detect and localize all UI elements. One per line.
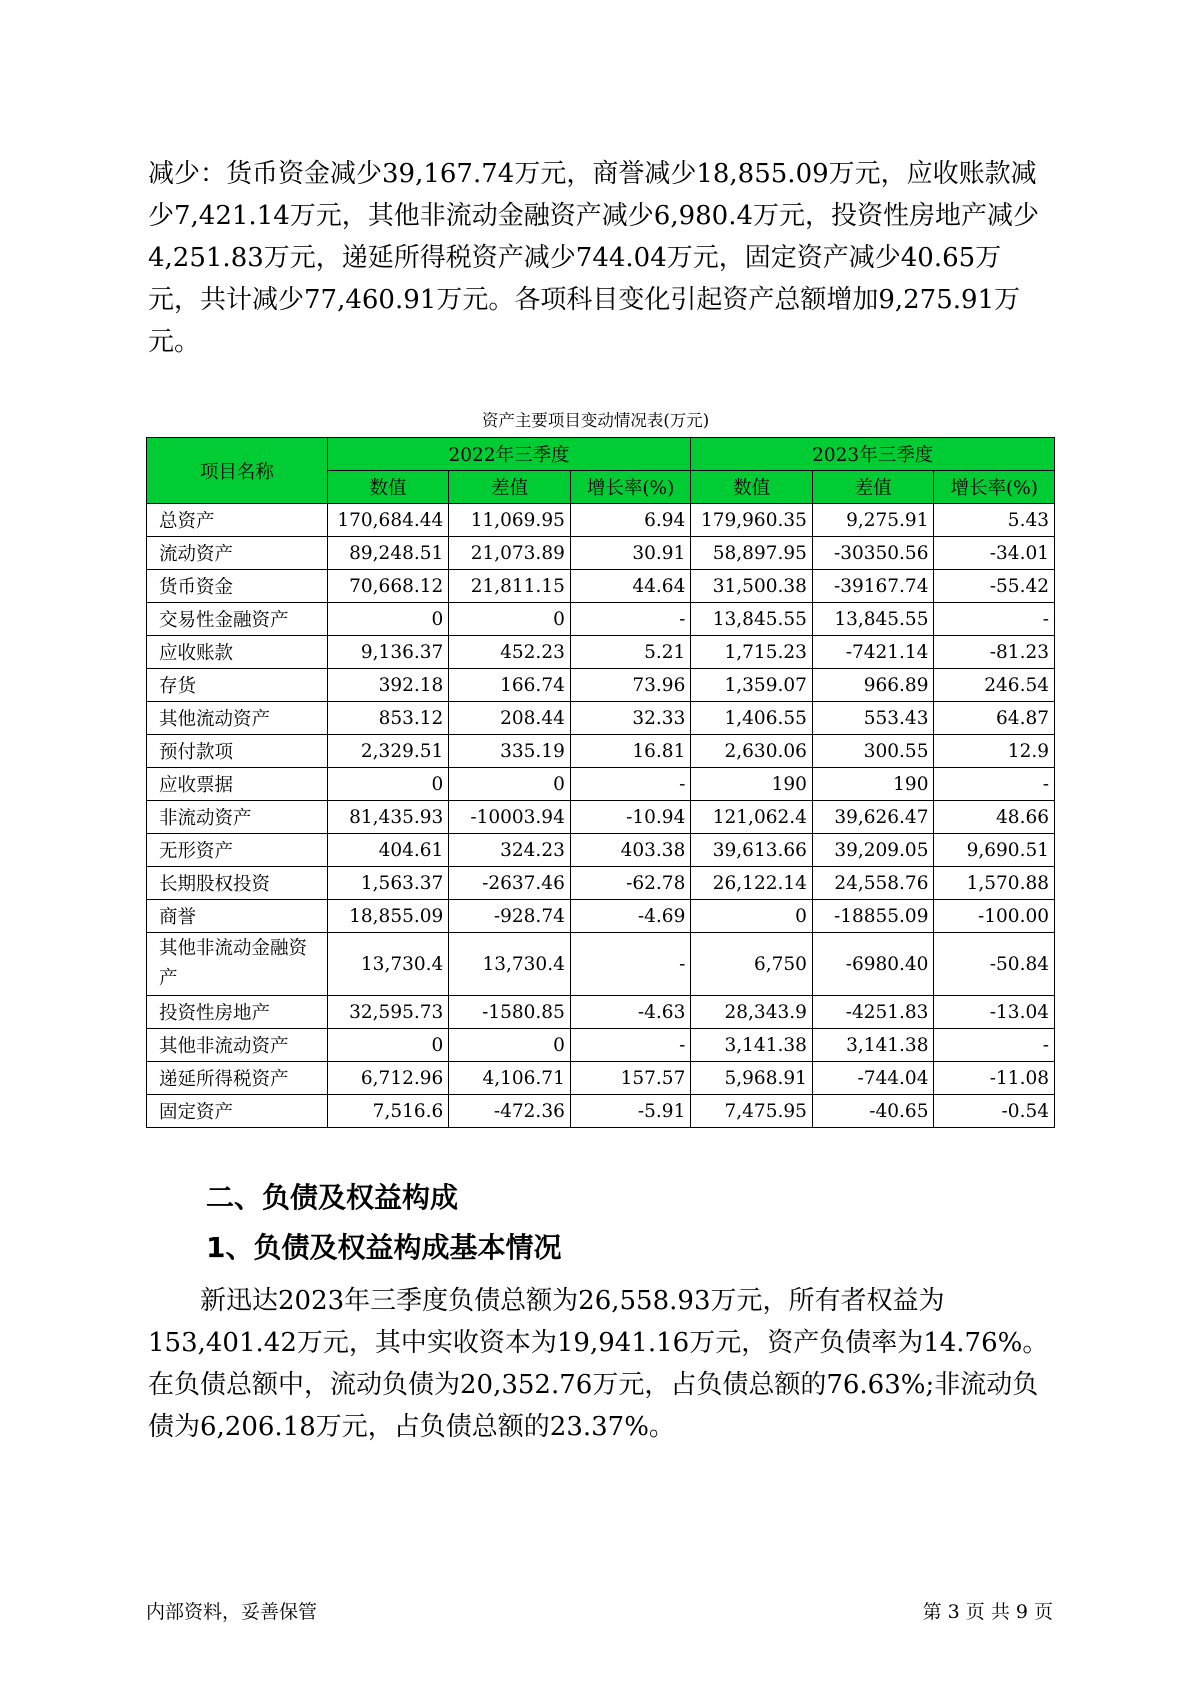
table-cell: 3,141.38 (691, 1029, 813, 1062)
row-item-name: 流动资产 (147, 537, 328, 570)
table-cell: -4251.83 (812, 996, 934, 1029)
table-cell: 3,141.38 (812, 1029, 934, 1062)
table-cell: - (570, 1029, 690, 1062)
table-cell: -10.94 (570, 801, 690, 834)
table-cell: 966.89 (812, 669, 934, 702)
table-cell: 404.61 (327, 834, 449, 867)
table-cell: 0 (327, 1029, 449, 1062)
table-cell: 31,500.38 (691, 570, 813, 603)
row-item-name: 应收账款 (147, 636, 328, 669)
table-cell: -50.84 (934, 933, 1055, 996)
header-value-2022: 数值 (327, 471, 449, 504)
table-cell: 5.43 (934, 504, 1055, 537)
table-cell: -0.54 (934, 1095, 1055, 1128)
table-cell: 1,406.55 (691, 702, 813, 735)
table-cell: -6980.40 (812, 933, 934, 996)
table-cell: 2,329.51 (327, 735, 449, 768)
table-cell: 39,209.05 (812, 834, 934, 867)
table-cell: 81,435.93 (327, 801, 449, 834)
table-cell: - (934, 603, 1055, 636)
table-cell: 9,136.37 (327, 636, 449, 669)
table-cell: -18855.09 (812, 900, 934, 933)
table-cell: -81.23 (934, 636, 1055, 669)
table-cell: 0 (449, 603, 571, 636)
section-heading: 二、负债及权益构成 (206, 1181, 459, 1214)
table-cell: 2,630.06 (691, 735, 813, 768)
table-cell: 0 (449, 768, 571, 801)
table-cell: -55.42 (934, 570, 1055, 603)
table-cell: 392.18 (327, 669, 449, 702)
row-item-name: 固定资产 (147, 1095, 328, 1128)
table-cell: 64.87 (934, 702, 1055, 735)
table-cell: 179,960.35 (691, 504, 813, 537)
table-cell: 16.81 (570, 735, 690, 768)
footer-page-number: 第 3 页 共 9 页 (922, 1601, 1053, 1623)
table-cell: 157.57 (570, 1062, 690, 1095)
table-cell: -4.69 (570, 900, 690, 933)
table-cell: 1,715.23 (691, 636, 813, 669)
table-cell: 5.21 (570, 636, 690, 669)
table-caption: 资产主要项目变动情况表(万元) (481, 411, 710, 430)
table-cell: -11.08 (934, 1062, 1055, 1095)
table-cell: 0 (449, 1029, 571, 1062)
table-cell: 28,343.9 (691, 996, 813, 1029)
row-item-name: 长期股权投资 (147, 867, 328, 900)
table-cell: -928.74 (449, 900, 571, 933)
table-cell: 452.23 (449, 636, 571, 669)
table-cell: -39167.74 (812, 570, 934, 603)
table-cell: 18,855.09 (327, 900, 449, 933)
table-cell: 73.96 (570, 669, 690, 702)
table-cell: -5.91 (570, 1095, 690, 1128)
table-cell: 1,563.37 (327, 867, 449, 900)
table-cell: -744.04 (812, 1062, 934, 1095)
row-item-name: 存货 (147, 669, 328, 702)
table-cell: -7421.14 (812, 636, 934, 669)
header-growth-2022: 增长率(%) (570, 471, 690, 504)
table-row (147, 537, 1055, 570)
table-row (147, 603, 1055, 636)
table-cell: 58,897.95 (691, 537, 813, 570)
table-cell: 403.38 (570, 834, 690, 867)
body-paragraph-liabilities: 新迅达2023年三季度负债总额为26,558.93万元，所有者权益为153,401.42万元，其中实收资本为19,941.16万元，资产负债率为14.76%。在负债总额中，流动负债为20,352.76万元，占负债总额的76.63%;非流动负债为6,206.18万元，占负债总额的23.37%。 (148, 1286, 1049, 1442)
header-item-name: 项目名称 (147, 438, 328, 504)
table-cell: - (934, 768, 1055, 801)
table-cell: 1,570.88 (934, 867, 1055, 900)
asset-change-table (146, 437, 1055, 1128)
table-cell: 166.74 (449, 669, 571, 702)
table-cell: 13,730.4 (327, 933, 449, 996)
table-row (147, 801, 1055, 834)
table-row (147, 900, 1055, 933)
table-cell: 190 (812, 768, 934, 801)
table-cell: 39,626.47 (812, 801, 934, 834)
row-item-name: 货币资金 (147, 570, 328, 603)
table-row (147, 1095, 1055, 1128)
table-row (147, 996, 1055, 1029)
table-cell: 6.94 (570, 504, 690, 537)
row-item-name: 应收票据 (147, 768, 328, 801)
table-cell: 6,712.96 (327, 1062, 449, 1095)
row-item-name: 非流动资产 (147, 801, 328, 834)
table-row (147, 504, 1055, 537)
table-cell: 13,730.4 (449, 933, 571, 996)
table-cell: 13,845.55 (691, 603, 813, 636)
table-cell: 324.23 (449, 834, 571, 867)
table-row (147, 636, 1055, 669)
table-row (147, 669, 1055, 702)
table-cell: 7,475.95 (691, 1095, 813, 1128)
table-cell: 39,613.66 (691, 834, 813, 867)
row-item-name: 递延所得税资产 (147, 1062, 328, 1095)
table-cell: 32.33 (570, 702, 690, 735)
table-cell: 0 (327, 603, 449, 636)
row-item-name: 无形资产 (147, 834, 328, 867)
table-cell: -1580.85 (449, 996, 571, 1029)
row-item-name: 交易性金融资产 (147, 603, 328, 636)
row-item-name: 预付款项 (147, 735, 328, 768)
table-row (147, 735, 1055, 768)
table-cell: -62.78 (570, 867, 690, 900)
table-cell: - (934, 1029, 1055, 1062)
row-item-name: 其他非流动金融资产 (147, 933, 328, 996)
table-cell: 0 (691, 900, 813, 933)
table-cell: 70,668.12 (327, 570, 449, 603)
table-row (147, 570, 1055, 603)
table-cell: -30350.56 (812, 537, 934, 570)
table-cell: 7,516.6 (327, 1095, 449, 1128)
table-cell: -4.63 (570, 996, 690, 1029)
table-cell: 9,275.91 (812, 504, 934, 537)
table-cell: 11,069.95 (449, 504, 571, 537)
table-cell: 4,106.71 (449, 1062, 571, 1095)
table-cell: - (570, 933, 690, 996)
row-item-name: 其他非流动资产 (147, 1029, 328, 1062)
subsection-heading: 1、负债及权益构成基本情况 (206, 1231, 562, 1264)
table-cell: 6,750 (691, 933, 813, 996)
table-row (147, 933, 1055, 996)
table-cell: 5,968.91 (691, 1062, 813, 1095)
header-group-2022q3: 2022年三季度 (327, 438, 691, 471)
table-cell: -13.04 (934, 996, 1055, 1029)
row-item-name: 总资产 (147, 504, 328, 537)
table-cell: 13,845.55 (812, 603, 934, 636)
table-cell: 190 (691, 768, 813, 801)
table-cell: 32,595.73 (327, 996, 449, 1029)
table-cell: -2637.46 (449, 867, 571, 900)
table-row (147, 867, 1055, 900)
table-cell: 1,359.07 (691, 669, 813, 702)
row-item-name: 其他流动资产 (147, 702, 328, 735)
table-cell: 300.55 (812, 735, 934, 768)
header-diff-2022: 差值 (449, 471, 571, 504)
table-cell: 26,122.14 (691, 867, 813, 900)
table-cell: -34.01 (934, 537, 1055, 570)
table-cell: -100.00 (934, 900, 1055, 933)
table-row (147, 1062, 1055, 1095)
row-item-name: 投资性房地产 (147, 996, 328, 1029)
footer-confidential-note: 内部资料，妥善保管 (146, 1601, 318, 1623)
table-cell: 21,073.89 (449, 537, 571, 570)
body-paragraph-asset-changes: 减少：货币资金减少39,167.74万元，商誉减少18,855.09万元，应收账款减少7,421.14万元，其他非流动金融资产减少6,980.4万元，投资性房地产减少4,251.83万元，递延所得税资产减少744.04万元，固定资产减少40.65万元，共计减少77,460.91万元。各项科目变化引起资产总额增加9,275.91万元。 (148, 159, 1040, 357)
table-row (147, 702, 1055, 735)
table-cell: 48.66 (934, 801, 1055, 834)
table-cell: 9,690.51 (934, 834, 1055, 867)
table-cell: -472.36 (449, 1095, 571, 1128)
table-row (147, 1029, 1055, 1062)
table-cell: - (570, 603, 690, 636)
table-cell: 0 (327, 768, 449, 801)
table-cell: 335.19 (449, 735, 571, 768)
row-item-name: 商誉 (147, 900, 328, 933)
table-cell: 208.44 (449, 702, 571, 735)
table-cell: 121,062.4 (691, 801, 813, 834)
header-value-2023: 数值 (691, 471, 813, 504)
table-cell: 89,248.51 (327, 537, 449, 570)
table-row (147, 768, 1055, 801)
table-cell: 30.91 (570, 537, 690, 570)
table-cell: 246.54 (934, 669, 1055, 702)
table-row (147, 834, 1055, 867)
table-cell: - (570, 768, 690, 801)
table-cell: 21,811.15 (449, 570, 571, 603)
table-cell: -40.65 (812, 1095, 934, 1128)
table-cell: 44.64 (570, 570, 690, 603)
table-cell: 553.43 (812, 702, 934, 735)
table-cell: 170,684.44 (327, 504, 449, 537)
table-cell: 853.12 (327, 702, 449, 735)
header-group-2023q3: 2023年三季度 (691, 438, 1055, 471)
table-cell: 12.9 (934, 735, 1055, 768)
table-cell: 24,558.76 (812, 867, 934, 900)
header-growth-2023: 增长率(%) (934, 471, 1055, 504)
table-cell: -10003.94 (449, 801, 571, 834)
header-diff-2023: 差值 (812, 471, 934, 504)
